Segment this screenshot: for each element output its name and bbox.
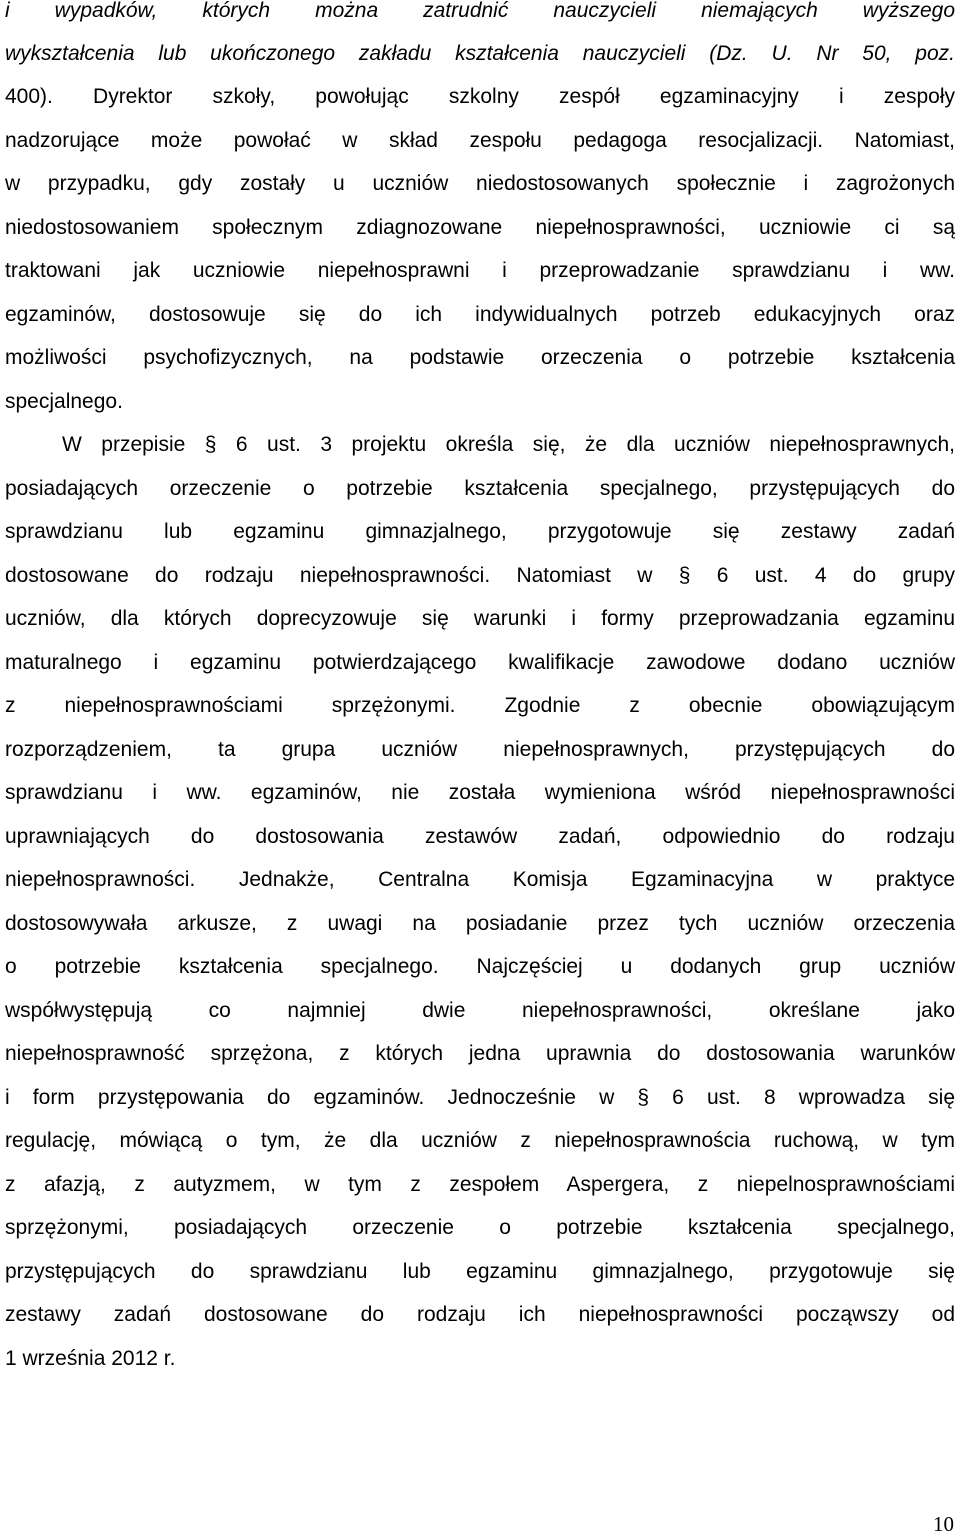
text-line: 1 września 2012 r. xyxy=(5,1347,176,1370)
text-line: regulację, mówiącą o tym, że dla uczniów z niepełnosprawnościa ruchową, w tym xyxy=(5,1129,955,1152)
text-line: rozporządzeniem, ta grupa uczniów niepełnosprawnych, przystępujących do xyxy=(5,738,955,761)
text-line: i form przystępowania do egzaminów. Jednocześnie w § 6 ust. 8 wprowadza się xyxy=(5,1086,955,1109)
text-line: traktowani jak uczniowie niepełnosprawni i przeprowadzanie sprawdzianu i ww. xyxy=(5,259,955,282)
text-line: w przypadku, gdy zostały u uczniów niedostosowanych społecznie i zagrożonych xyxy=(5,172,955,195)
text-line: dostosowane do rodzaju niepełnosprawności. Natomiast w § 6 ust. 4 do grupy xyxy=(5,564,955,587)
text-line: egzaminów, dostosowuje się do ich indywidualnych potrzeb edukacyjnych oraz xyxy=(5,303,955,326)
text-line: zestawy zadań dostosowane do rodzaju ich niepełnosprawności począwszy od xyxy=(5,1303,955,1326)
text-line: niepełnosprawności. Jednakże, Centralna Komisja Egzaminacyjna w praktyce xyxy=(5,868,955,891)
text-line: z niepełnosprawnościami sprzężonymi. Zgodnie z obecnie obowiązującym xyxy=(5,694,955,717)
text-line: wykształcenia lub ukończonego zakładu kształcenia nauczycieli (Dz. U. Nr 50, poz. xyxy=(5,42,955,65)
text-line: sprawdzianu lub egzaminu gimnazjalnego, przygotowuje się zestawy zadań xyxy=(5,520,955,543)
text-line: maturalnego i egzaminu potwierdzającego kwalifikacje zawodowe dodano uczniów xyxy=(5,651,955,674)
text-line: specjalnego. xyxy=(5,390,123,413)
text-line: posiadających orzeczenie o potrzebie kształcenia specjalnego, przystępujących do xyxy=(5,477,955,500)
text-line: uczniów, dla których doprecyzowuje się warunki i formy przeprowadzania egzaminu xyxy=(5,607,955,630)
text-line: z afazją, z autyzmem, w tym z zespołem Aspergera, z niepelnosprawnościami xyxy=(5,1173,955,1196)
text-line: współwystępują co najmniej dwie niepełnosprawności, określane jako xyxy=(5,999,955,1022)
text-line: sprawdzianu i ww. egzaminów, nie została wymieniona wśród niepełnosprawności xyxy=(5,781,955,804)
text-line: i wypadków, których można zatrudnić nauczycieli niemających wyższego xyxy=(5,0,955,22)
text-line: niedostosowaniem społecznym zdiagnozowane niepełnosprawności, uczniowie ci są xyxy=(5,216,955,239)
text-line: 400). Dyrektor szkoły, powołując szkolny zespół egzaminacyjny i zespoły xyxy=(5,85,955,108)
text-line: przystępujących do sprawdzianu lub egzaminu gimnazjalnego, przygotowuje się xyxy=(5,1260,955,1283)
text-line: o potrzebie kształcenia specjalnego. Najczęściej u dodanych grup uczniów xyxy=(5,955,955,978)
text-line: możliwości psychofizycznych, na podstawie orzeczenia o potrzebie kształcenia xyxy=(5,346,955,369)
text-line: dostosowywała arkusze, z uwagi na posiadanie przez tych uczniów orzeczenia xyxy=(5,912,955,935)
text-line: nadzorujące może powołać w skład zespołu pedagoga resocjalizacji. Natomiast, xyxy=(5,129,955,152)
text-line: niepełnosprawność sprzężona, z których jedna uprawnia do dostosowania warunków xyxy=(5,1042,955,1065)
text-line: sprzężonymi, posiadających orzeczenie o potrzebie kształcenia specjalnego, xyxy=(5,1216,955,1239)
text-line: W przepisie § 6 ust. 3 projektu określa się, że dla uczniów niepełnosprawnych, xyxy=(62,433,955,456)
page-number: 10 xyxy=(933,1512,954,1536)
text-line: uprawniających do dostosowania zestawów zadań, odpowiednio do rodzaju xyxy=(5,825,955,848)
